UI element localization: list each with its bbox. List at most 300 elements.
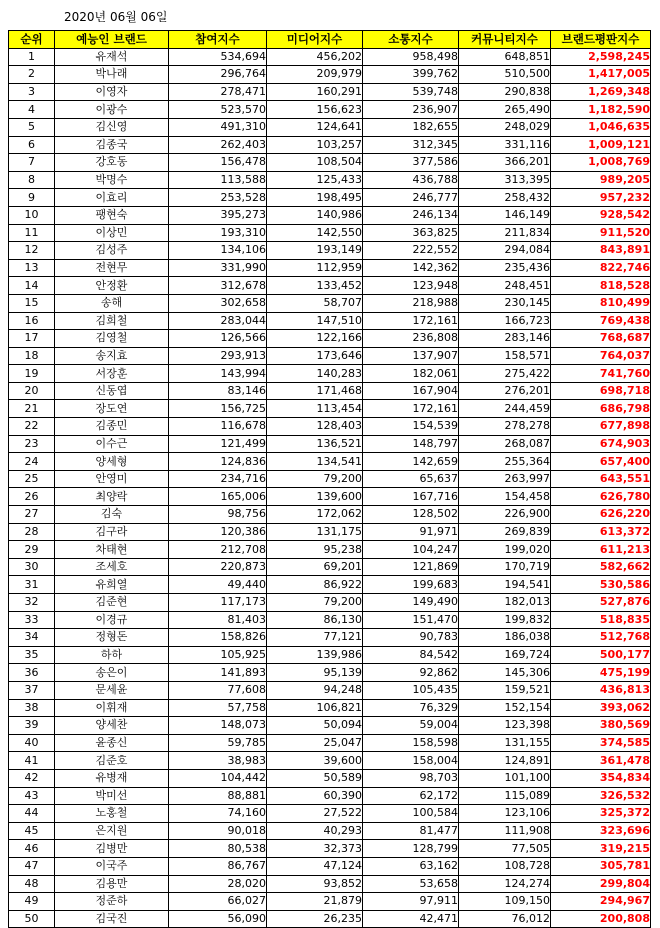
cell-community-index: 169,724 (459, 646, 551, 664)
table-row (9, 48, 651, 66)
cell-communication-index: 158,598 (363, 734, 459, 752)
cell-participation-index: 312,678 (169, 277, 267, 295)
cell-communication-index: 399,762 (363, 66, 459, 84)
cell-brand-reputation-index: 500,177 (551, 646, 651, 664)
cell-brand-name: 김국진 (55, 910, 169, 928)
cell-communication-index: 137,907 (363, 347, 459, 365)
cell-brand-name: 김종민 (55, 418, 169, 436)
cell-community-index: 226,900 (459, 506, 551, 524)
cell-brand-name: 조세호 (55, 558, 169, 576)
cell-brand-reputation-index: 380,569 (551, 717, 651, 735)
cell-brand-name: 은지원 (55, 822, 169, 840)
cell-community-index: 263,997 (459, 470, 551, 488)
cell-brand-name: 강호동 (55, 154, 169, 172)
table-row (9, 875, 651, 893)
cell-rank: 12 (9, 242, 55, 260)
cell-brand-reputation-index: 436,813 (551, 681, 651, 699)
cell-rank: 10 (9, 206, 55, 224)
table-row (9, 857, 651, 875)
table-row (9, 206, 651, 224)
brand-ranking-table (8, 30, 651, 928)
cell-brand-reputation-index: 818,528 (551, 277, 651, 295)
cell-rank: 29 (9, 541, 55, 559)
cell-rank: 9 (9, 189, 55, 207)
cell-media-index: 79,200 (267, 594, 363, 612)
cell-brand-reputation-index: 319,215 (551, 840, 651, 858)
cell-communication-index: 142,362 (363, 259, 459, 277)
cell-community-index: 158,571 (459, 347, 551, 365)
cell-communication-index: 62,172 (363, 787, 459, 805)
cell-communication-index: 53,658 (363, 875, 459, 893)
cell-communication-index: 105,435 (363, 681, 459, 699)
cell-community-index: 77,505 (459, 840, 551, 858)
cell-brand-name: 송지효 (55, 347, 169, 365)
cell-media-index: 139,986 (267, 646, 363, 664)
cell-participation-index: 395,273 (169, 206, 267, 224)
cell-rank: 41 (9, 752, 55, 770)
cell-participation-index: 28,020 (169, 875, 267, 893)
cell-brand-name: 하하 (55, 646, 169, 664)
cell-brand-reputation-index: 299,804 (551, 875, 651, 893)
table-row (9, 664, 651, 682)
cell-rank: 20 (9, 382, 55, 400)
cell-communication-index: 142,659 (363, 453, 459, 471)
cell-brand-reputation-index: 326,532 (551, 787, 651, 805)
cell-brand-reputation-index: 518,835 (551, 611, 651, 629)
cell-media-index: 456,202 (267, 48, 363, 66)
cell-participation-index: 77,608 (169, 681, 267, 699)
cell-brand-reputation-index: 1,008,769 (551, 154, 651, 172)
table-row (9, 259, 651, 277)
table-row (9, 365, 651, 383)
cell-rank: 15 (9, 294, 55, 312)
cell-rank: 23 (9, 435, 55, 453)
cell-brand-reputation-index: 911,520 (551, 224, 651, 242)
table-row (9, 629, 651, 647)
cell-media-index: 172,062 (267, 506, 363, 524)
cell-communication-index: 100,584 (363, 805, 459, 823)
cell-rank: 19 (9, 365, 55, 383)
cell-participation-index: 66,027 (169, 893, 267, 911)
cell-brand-reputation-index: 512,768 (551, 629, 651, 647)
cell-media-index: 140,986 (267, 206, 363, 224)
cell-participation-index: 80,538 (169, 840, 267, 858)
cell-rank: 4 (9, 101, 55, 119)
cell-brand-reputation-index: 698,718 (551, 382, 651, 400)
cell-community-index: 269,839 (459, 523, 551, 541)
table-row (9, 382, 651, 400)
cell-brand-name: 서장훈 (55, 365, 169, 383)
cell-community-index: 123,398 (459, 717, 551, 735)
cell-communication-index: 98,703 (363, 769, 459, 787)
table-row (9, 506, 651, 524)
cell-communication-index: 92,862 (363, 664, 459, 682)
cell-community-index: 170,719 (459, 558, 551, 576)
cell-brand-reputation-index: 626,220 (551, 506, 651, 524)
cell-brand-reputation-index: 989,205 (551, 171, 651, 189)
cell-brand-reputation-index: 305,781 (551, 857, 651, 875)
cell-communication-index: 84,542 (363, 646, 459, 664)
cell-rank: 40 (9, 734, 55, 752)
cell-participation-index: 293,913 (169, 347, 267, 365)
cell-brand-name: 이광수 (55, 101, 169, 119)
cell-participation-index: 74,160 (169, 805, 267, 823)
cell-brand-reputation-index: 1,182,590 (551, 101, 651, 119)
cell-media-index: 108,504 (267, 154, 363, 172)
table-row (9, 435, 651, 453)
table-row (9, 470, 651, 488)
cell-brand-name: 노홍철 (55, 805, 169, 823)
cell-media-index: 93,852 (267, 875, 363, 893)
table-row (9, 805, 651, 823)
cell-communication-index: 63,162 (363, 857, 459, 875)
cell-brand-name: 김성주 (55, 242, 169, 260)
cell-communication-index: 539,748 (363, 83, 459, 101)
cell-media-index: 77,121 (267, 629, 363, 647)
cell-community-index: 115,089 (459, 787, 551, 805)
cell-rank: 11 (9, 224, 55, 242)
cell-brand-name: 박명수 (55, 171, 169, 189)
cell-media-index: 79,200 (267, 470, 363, 488)
cell-brand-reputation-index: 323,696 (551, 822, 651, 840)
cell-community-index: 166,723 (459, 312, 551, 330)
cell-communication-index: 167,904 (363, 382, 459, 400)
cell-brand-reputation-index: 677,898 (551, 418, 651, 436)
cell-brand-reputation-index: 475,199 (551, 664, 651, 682)
table-row (9, 66, 651, 84)
cell-brand-name: 유재석 (55, 48, 169, 66)
cell-rank: 47 (9, 857, 55, 875)
cell-participation-index: 193,310 (169, 224, 267, 242)
cell-media-index: 39,600 (267, 752, 363, 770)
cell-brand-reputation-index: 393,062 (551, 699, 651, 717)
cell-participation-index: 331,990 (169, 259, 267, 277)
cell-brand-name: 문세윤 (55, 681, 169, 699)
table-header-row (9, 31, 651, 49)
table-row (9, 101, 651, 119)
cell-brand-name: 이국주 (55, 857, 169, 875)
table-row (9, 83, 651, 101)
cell-community-index: 152,154 (459, 699, 551, 717)
cell-brand-reputation-index: 822,746 (551, 259, 651, 277)
cell-brand-name: 정형돈 (55, 629, 169, 647)
cell-rank: 24 (9, 453, 55, 471)
cell-rank: 22 (9, 418, 55, 436)
cell-community-index: 275,422 (459, 365, 551, 383)
cell-community-index: 186,038 (459, 629, 551, 647)
cell-rank: 21 (9, 400, 55, 418)
cell-rank: 25 (9, 470, 55, 488)
cell-brand-reputation-index: 2,598,245 (551, 48, 651, 66)
cell-brand-name: 팽현숙 (55, 206, 169, 224)
table-row (9, 453, 651, 471)
cell-rank: 18 (9, 347, 55, 365)
cell-media-index: 113,454 (267, 400, 363, 418)
cell-rank: 46 (9, 840, 55, 858)
cell-communication-index: 236,907 (363, 101, 459, 119)
table-row (9, 699, 651, 717)
cell-brand-name: 차태현 (55, 541, 169, 559)
table-row (9, 277, 651, 295)
cell-community-index: 124,274 (459, 875, 551, 893)
cell-media-index: 125,433 (267, 171, 363, 189)
cell-communication-index: 182,655 (363, 118, 459, 136)
cell-rank: 39 (9, 717, 55, 735)
cell-community-index: 244,459 (459, 400, 551, 418)
cell-community-index: 199,020 (459, 541, 551, 559)
cell-brand-reputation-index: 768,687 (551, 330, 651, 348)
cell-community-index: 283,146 (459, 330, 551, 348)
cell-community-index: 258,432 (459, 189, 551, 207)
cell-media-index: 40,293 (267, 822, 363, 840)
table-row (9, 347, 651, 365)
cell-rank: 1 (9, 48, 55, 66)
cell-participation-index: 534,694 (169, 48, 267, 66)
cell-brand-reputation-index: 1,269,348 (551, 83, 651, 101)
cell-brand-name: 유희열 (55, 576, 169, 594)
cell-participation-index: 117,173 (169, 594, 267, 612)
cell-communication-index: 158,004 (363, 752, 459, 770)
cell-participation-index: 143,994 (169, 365, 267, 383)
cell-communication-index: 151,470 (363, 611, 459, 629)
cell-communication-index: 91,971 (363, 523, 459, 541)
cell-brand-name: 양세형 (55, 453, 169, 471)
table-row (9, 242, 651, 260)
cell-community-index: 111,908 (459, 822, 551, 840)
cell-participation-index: 81,403 (169, 611, 267, 629)
cell-rank: 32 (9, 594, 55, 612)
cell-brand-name: 전현무 (55, 259, 169, 277)
cell-rank: 45 (9, 822, 55, 840)
cell-brand-name: 장도연 (55, 400, 169, 418)
cell-brand-reputation-index: 928,542 (551, 206, 651, 224)
table-row (9, 646, 651, 664)
cell-community-index: 194,541 (459, 576, 551, 594)
cell-communication-index: 123,948 (363, 277, 459, 295)
cell-brand-name: 김용만 (55, 875, 169, 893)
cell-brand-reputation-index: 294,967 (551, 893, 651, 911)
table-row (9, 769, 651, 787)
table-row (9, 400, 651, 418)
cell-participation-index: 296,764 (169, 66, 267, 84)
cell-participation-index: 90,018 (169, 822, 267, 840)
cell-communication-index: 42,471 (363, 910, 459, 928)
cell-media-index: 58,707 (267, 294, 363, 312)
cell-media-index: 60,390 (267, 787, 363, 805)
cell-community-index: 230,145 (459, 294, 551, 312)
cell-brand-name: 박미선 (55, 787, 169, 805)
table-row (9, 822, 651, 840)
cell-media-index: 173,646 (267, 347, 363, 365)
cell-brand-reputation-index: 527,876 (551, 594, 651, 612)
cell-rank: 42 (9, 769, 55, 787)
cell-media-index: 27,522 (267, 805, 363, 823)
cell-community-index: 510,500 (459, 66, 551, 84)
cell-brand-name: 유병재 (55, 769, 169, 787)
cell-brand-reputation-index: 769,438 (551, 312, 651, 330)
cell-participation-index: 278,471 (169, 83, 267, 101)
cell-brand-reputation-index: 957,232 (551, 189, 651, 207)
cell-brand-name: 이영자 (55, 83, 169, 101)
cell-community-index: 145,306 (459, 664, 551, 682)
cell-community-index: 123,106 (459, 805, 551, 823)
cell-communication-index: 149,490 (363, 594, 459, 612)
cell-brand-name: 최양락 (55, 488, 169, 506)
cell-participation-index: 120,386 (169, 523, 267, 541)
cell-participation-index: 49,440 (169, 576, 267, 594)
cell-participation-index: 126,566 (169, 330, 267, 348)
cell-communication-index: 436,788 (363, 171, 459, 189)
cell-media-index: 134,541 (267, 453, 363, 471)
cell-rank: 48 (9, 875, 55, 893)
cell-communication-index: 65,637 (363, 470, 459, 488)
cell-participation-index: 262,403 (169, 136, 267, 154)
cell-participation-index: 234,716 (169, 470, 267, 488)
table-row (9, 558, 651, 576)
cell-communication-index: 128,799 (363, 840, 459, 858)
cell-community-index: 294,084 (459, 242, 551, 260)
cell-participation-index: 116,678 (169, 418, 267, 436)
cell-community-index: 276,201 (459, 382, 551, 400)
cell-rank: 50 (9, 910, 55, 928)
cell-media-index: 95,139 (267, 664, 363, 682)
cell-community-index: 290,838 (459, 83, 551, 101)
cell-brand-reputation-index: 374,585 (551, 734, 651, 752)
cell-media-index: 112,959 (267, 259, 363, 277)
cell-rank: 37 (9, 681, 55, 699)
cell-brand-name: 김병만 (55, 840, 169, 858)
cell-participation-index: 158,826 (169, 629, 267, 647)
cell-brand-name: 김영철 (55, 330, 169, 348)
cell-media-index: 147,510 (267, 312, 363, 330)
cell-brand-name: 이경규 (55, 611, 169, 629)
table-row (9, 312, 651, 330)
cell-media-index: 50,589 (267, 769, 363, 787)
cell-media-index: 86,130 (267, 611, 363, 629)
cell-brand-name: 박나래 (55, 66, 169, 84)
cell-media-index: 142,550 (267, 224, 363, 242)
cell-community-index: 146,149 (459, 206, 551, 224)
cell-participation-index: 57,758 (169, 699, 267, 717)
cell-rank: 6 (9, 136, 55, 154)
cell-communication-index: 199,683 (363, 576, 459, 594)
cell-community-index: 211,834 (459, 224, 551, 242)
header-communication-index: 소통지수 (363, 31, 459, 49)
header-community-index: 커뮤니티지수 (459, 31, 551, 49)
cell-participation-index: 98,756 (169, 506, 267, 524)
cell-brand-name: 김숙 (55, 506, 169, 524)
table-row (9, 171, 651, 189)
cell-participation-index: 124,836 (169, 453, 267, 471)
cell-brand-name: 송해 (55, 294, 169, 312)
cell-brand-reputation-index: 741,760 (551, 365, 651, 383)
cell-participation-index: 83,146 (169, 382, 267, 400)
cell-media-index: 32,373 (267, 840, 363, 858)
cell-participation-index: 105,925 (169, 646, 267, 664)
cell-communication-index: 312,345 (363, 136, 459, 154)
cell-media-index: 133,452 (267, 277, 363, 295)
cell-rank: 8 (9, 171, 55, 189)
table-row (9, 136, 651, 154)
cell-media-index: 124,641 (267, 118, 363, 136)
cell-rank: 28 (9, 523, 55, 541)
table-row (9, 717, 651, 735)
cell-media-index: 95,238 (267, 541, 363, 559)
header-rank: 순위 (9, 31, 55, 49)
table-row (9, 488, 651, 506)
cell-participation-index: 156,478 (169, 154, 267, 172)
cell-media-index: 21,879 (267, 893, 363, 911)
cell-communication-index: 222,552 (363, 242, 459, 260)
table-row (9, 523, 651, 541)
cell-communication-index: 148,797 (363, 435, 459, 453)
cell-brand-name: 김신영 (55, 118, 169, 136)
cell-community-index: 268,087 (459, 435, 551, 453)
cell-brand-reputation-index: 643,551 (551, 470, 651, 488)
cell-community-index: 154,458 (459, 488, 551, 506)
cell-brand-reputation-index: 764,037 (551, 347, 651, 365)
cell-rank: 36 (9, 664, 55, 682)
header-media-index: 미디어지수 (267, 31, 363, 49)
cell-rank: 33 (9, 611, 55, 629)
cell-brand-name: 김준호 (55, 752, 169, 770)
header-brand-name: 예능인 브랜드 (55, 31, 169, 49)
cell-communication-index: 363,825 (363, 224, 459, 242)
cell-participation-index: 156,725 (169, 400, 267, 418)
table-row (9, 189, 651, 207)
cell-rank: 43 (9, 787, 55, 805)
cell-participation-index: 148,073 (169, 717, 267, 735)
cell-community-index: 108,728 (459, 857, 551, 875)
cell-rank: 30 (9, 558, 55, 576)
table-row (9, 787, 651, 805)
cell-brand-name: 윤종신 (55, 734, 169, 752)
cell-media-index: 69,201 (267, 558, 363, 576)
header-participation-index: 참여지수 (169, 31, 267, 49)
cell-rank: 38 (9, 699, 55, 717)
cell-media-index: 26,235 (267, 910, 363, 928)
cell-communication-index: 172,161 (363, 400, 459, 418)
cell-rank: 49 (9, 893, 55, 911)
cell-communication-index: 377,586 (363, 154, 459, 172)
cell-brand-reputation-index: 613,372 (551, 523, 651, 541)
cell-community-index: 248,029 (459, 118, 551, 136)
cell-communication-index: 218,988 (363, 294, 459, 312)
cell-media-index: 103,257 (267, 136, 363, 154)
cell-brand-name: 이상민 (55, 224, 169, 242)
cell-participation-index: 165,006 (169, 488, 267, 506)
cell-community-index: 331,116 (459, 136, 551, 154)
cell-media-index: 140,283 (267, 365, 363, 383)
cell-brand-name: 안정환 (55, 277, 169, 295)
cell-media-index: 156,623 (267, 101, 363, 119)
cell-brand-name: 김희철 (55, 312, 169, 330)
cell-media-index: 198,495 (267, 189, 363, 207)
cell-participation-index: 121,499 (169, 435, 267, 453)
table-row (9, 893, 651, 911)
cell-brand-reputation-index: 674,903 (551, 435, 651, 453)
cell-brand-name: 안영미 (55, 470, 169, 488)
cell-rank: 35 (9, 646, 55, 664)
table-row (9, 418, 651, 436)
cell-media-index: 209,979 (267, 66, 363, 84)
cell-communication-index: 167,716 (363, 488, 459, 506)
cell-brand-name: 김구라 (55, 523, 169, 541)
cell-brand-reputation-index: 686,798 (551, 400, 651, 418)
cell-media-index: 139,600 (267, 488, 363, 506)
cell-brand-reputation-index: 200,808 (551, 910, 651, 928)
table-row (9, 910, 651, 928)
